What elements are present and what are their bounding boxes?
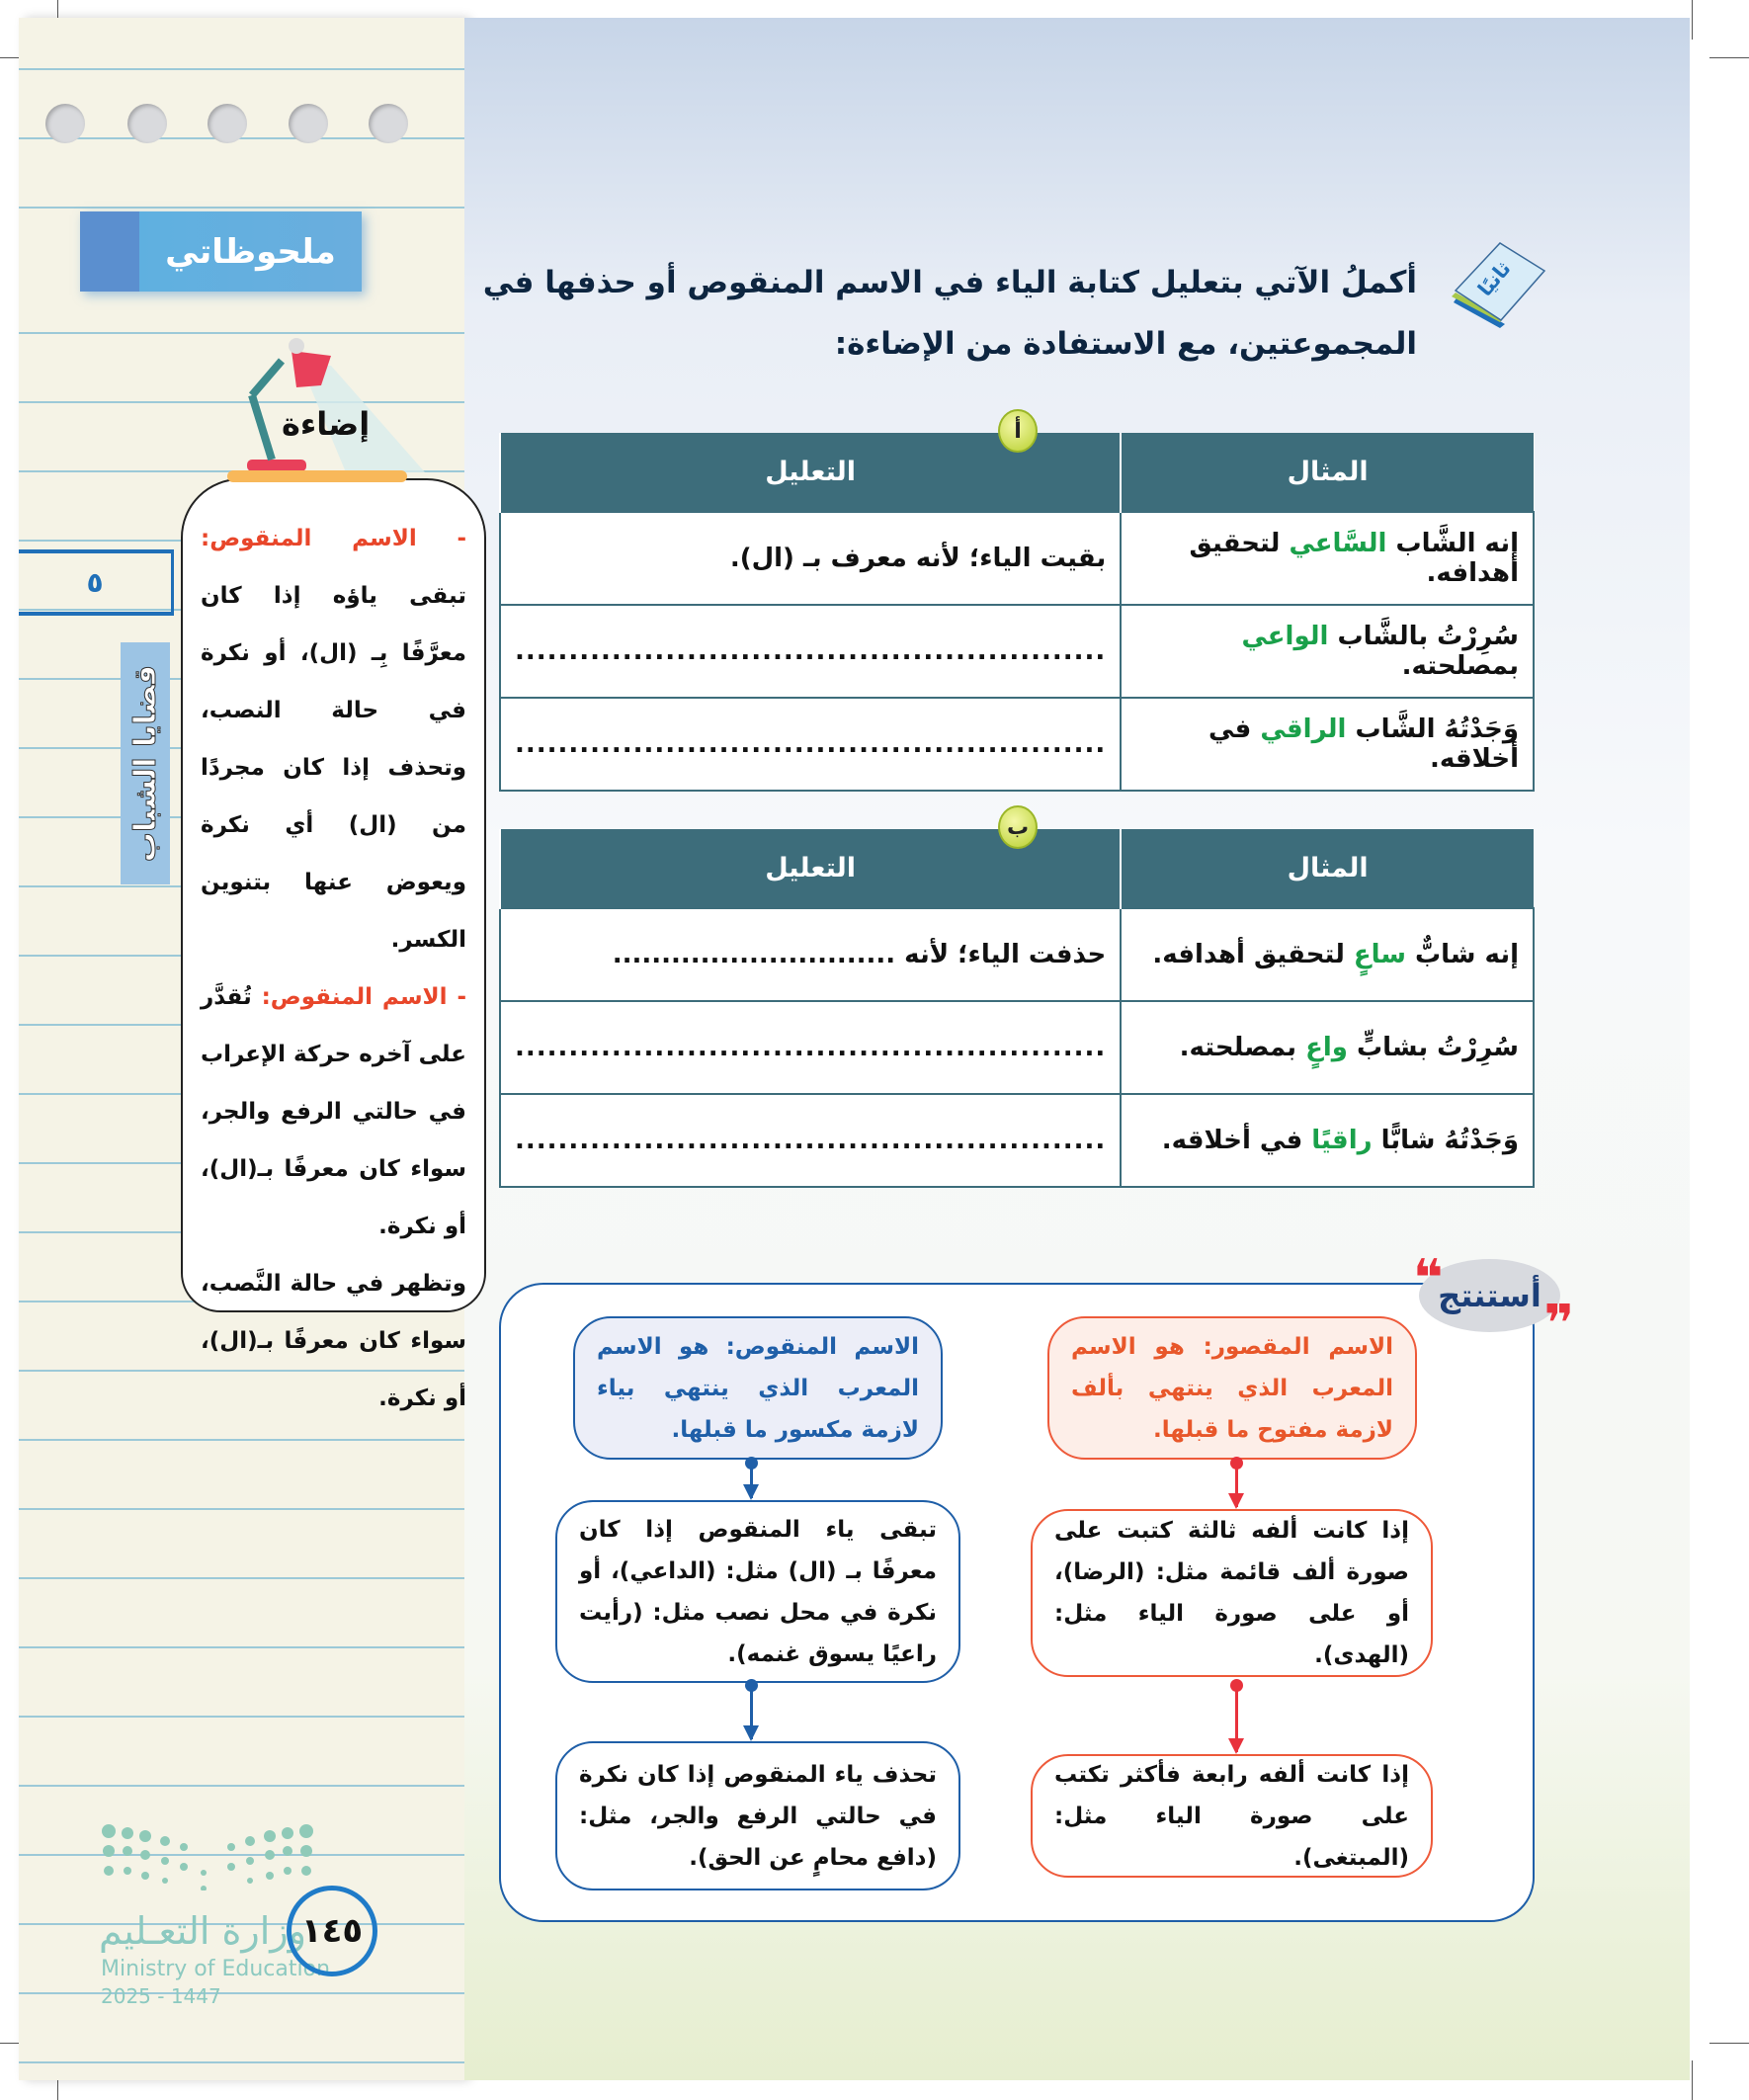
info-paragraph	[201, 968, 466, 1255]
header-example: المثال	[1121, 829, 1534, 908]
highlight-word: ساعٍ	[1353, 940, 1406, 969]
page-number: ١٤٥	[287, 1886, 377, 1976]
example-cell	[1121, 698, 1534, 791]
chapter-number: ٥	[19, 549, 174, 616]
example-text: بمصلحته.	[1179, 1033, 1306, 1062]
idaa-info-box	[181, 478, 486, 1411]
definition-label: الاسم المقصور:	[1203, 1333, 1394, 1360]
maqsur-definition-box	[1047, 1316, 1417, 1460]
example-text: بمصلحته.	[1401, 651, 1519, 681]
maqsur-rule-box: إذا كانت ألفه ثالثة كتبت على صورة ألف قائمة مثل: (الرضا)، أو على صورة الياء مثل: (الهدى).	[1031, 1509, 1433, 1677]
manqus-rule-box: تحذف ياء المنقوص إذا كان نكرة في حالتي الرفع والجر، مثل: (دافع محامٍ عن الحق).	[555, 1741, 960, 1890]
unit-title: قضايا الشباب	[127, 664, 163, 863]
highlight-word: الراقي	[1260, 714, 1347, 744]
manqus-definition-box	[573, 1316, 943, 1460]
header-reason: التعليل	[500, 829, 1121, 908]
binder-hole	[369, 104, 408, 143]
definition-text: هو الاسم المعرب الذي ينتهي بألف لازمة مفتوح ما قبلها.	[1071, 1333, 1393, 1443]
reason-answer-field[interactable]: حذفت الياء؛ لأنه .............................	[500, 908, 1121, 1001]
arrow-down-icon	[1235, 1463, 1238, 1507]
table-row	[500, 1001, 1534, 1094]
table-b-badge: ب	[998, 805, 1038, 849]
idaa-title: إضاءة	[282, 405, 371, 443]
info-box-bar	[227, 470, 407, 482]
arrow-down-icon	[1235, 1685, 1238, 1752]
table-row	[500, 605, 1534, 698]
quote-icon: ❝	[1413, 1249, 1444, 1308]
info-paragraph	[201, 510, 466, 968]
example-text: لتحقيق أهدافه.	[1189, 529, 1519, 588]
edition-year: 2025 - 1447	[101, 1984, 221, 2008]
highlight-word: راقيًا	[1311, 1126, 1373, 1155]
example-cell	[1121, 1001, 1534, 1094]
example-cell	[1121, 605, 1534, 698]
arrow-down-icon	[750, 1685, 753, 1739]
binder-hole	[208, 104, 247, 143]
instruction-line: أكملُ الآتي بتعليل كتابة الياء في الاسم المنقوص أو حذفها في	[482, 265, 1417, 300]
table-row	[500, 1094, 1534, 1187]
example-text: لتحقيق أهدافه.	[1152, 940, 1354, 969]
manqus-rule-box: تبقى ياء المنقوص إذا كان معرفًا بـ (ال) مثل: (الداعي)، أو نكرة في محل نصب مثل: (رأيت راعيًا يسوق غنمه).	[555, 1500, 960, 1683]
section-badge	[1446, 241, 1546, 328]
table-row	[500, 512, 1534, 605]
info-label: - الاسم المنقوص:	[201, 526, 466, 551]
binder-hole	[45, 104, 85, 143]
definition-label: الاسم المنقوص:	[725, 1333, 919, 1360]
example-text: وَجَدْتُهُ شابًّا	[1372, 1126, 1519, 1155]
highlight-word: الواعي	[1241, 622, 1329, 651]
header-reason: التعليل	[500, 433, 1121, 512]
table-a-badge: أ	[998, 409, 1038, 453]
example-text: في أخلاقه.	[1161, 1126, 1312, 1155]
info-text: تبقى ياؤه إذا كان معرَّفًا بِـ (ال)، أو نكرة في حالة النصب، وتحذف إذا كان مجردًا من (ال) أي نكرة ويعوض عنها بتنوين الكسر.	[201, 583, 466, 953]
example-text: في أخلاقه.	[1208, 714, 1519, 774]
example-cell	[1121, 1094, 1534, 1187]
info-paragraph	[201, 1255, 466, 1427]
reason-answer-field[interactable]: .......................................................	[500, 1001, 1121, 1094]
arrow-down-icon	[750, 1463, 753, 1498]
notes-title: ملحوظاتي	[80, 211, 362, 292]
maqsur-rule-box: إذا كانت ألفه رابعة فأكثر تكتب على صورة الياء مثل: (المبتغى).	[1031, 1754, 1433, 1878]
conclusion-title	[1413, 1249, 1574, 1354]
binder-hole	[127, 104, 167, 143]
reason-cell: بقيت الياء؛ لأنه معرف بـ (ال).	[500, 512, 1121, 605]
example-text: إنه الشَّاب	[1386, 529, 1519, 558]
reason-answer-field[interactable]: .......................................................	[500, 698, 1121, 791]
crop-mark	[1709, 2043, 1749, 2044]
example-cell	[1121, 908, 1534, 1001]
lamp-icon	[237, 326, 425, 474]
ministry-logo-icon	[101, 1821, 314, 1890]
binder-hole	[289, 104, 328, 143]
table-row	[500, 698, 1534, 791]
crop-mark	[1692, 0, 1693, 40]
table-b	[499, 829, 1535, 1188]
info-text: وتظهر في حالة النَّصب، سواء كان معرفًا بـ(ال)، أو نكرة.	[201, 1271, 466, 1411]
unit-tab	[121, 642, 170, 884]
ministry-name-english: Ministry of Education	[101, 1957, 331, 1981]
quote-icon: ❞	[1543, 1295, 1574, 1354]
example-text: سُرِرْتُ بشابٍّ	[1347, 1033, 1519, 1062]
crop-mark	[1692, 2060, 1693, 2100]
info-label: - الاسم المنقوص:	[261, 984, 466, 1010]
crop-mark	[1709, 57, 1749, 58]
highlight-word: واعٍ	[1305, 1033, 1348, 1062]
example-cell	[1121, 512, 1534, 605]
example-text: سُرِرْتُ بالشَّاب	[1328, 622, 1519, 651]
ministry-name-arabic: وزارة التعـليم	[99, 1909, 307, 1953]
example-text: وَجَدْتُهُ الشَّاب	[1346, 714, 1519, 744]
table-row	[500, 908, 1534, 1001]
section-badge-label: ثانيًا	[1472, 256, 1516, 301]
reason-answer-field[interactable]: .......................................................	[500, 605, 1121, 698]
conclusion-title-text: أستنتج	[1438, 1277, 1541, 1314]
header-example: المثال	[1121, 433, 1534, 512]
info-text: تُقدَّر على آخره حركة الإعراب في حالتي الرفع والجر، سواء كان معرفًا بـ(ال)، أو نكرة.	[201, 984, 466, 1239]
definition-text: هو الاسم المعرب الذي ينتهي بياء لازمة مكسور ما قبلها.	[597, 1333, 919, 1443]
table-a	[499, 433, 1535, 792]
reason-answer-field[interactable]: .......................................................	[500, 1094, 1121, 1187]
highlight-word: السَّاعي	[1289, 529, 1387, 558]
example-text: إنه شابٌّ	[1405, 940, 1519, 969]
instruction-line: المجموعتين، مع الاستفادة من الإضاءة:	[834, 326, 1417, 362]
